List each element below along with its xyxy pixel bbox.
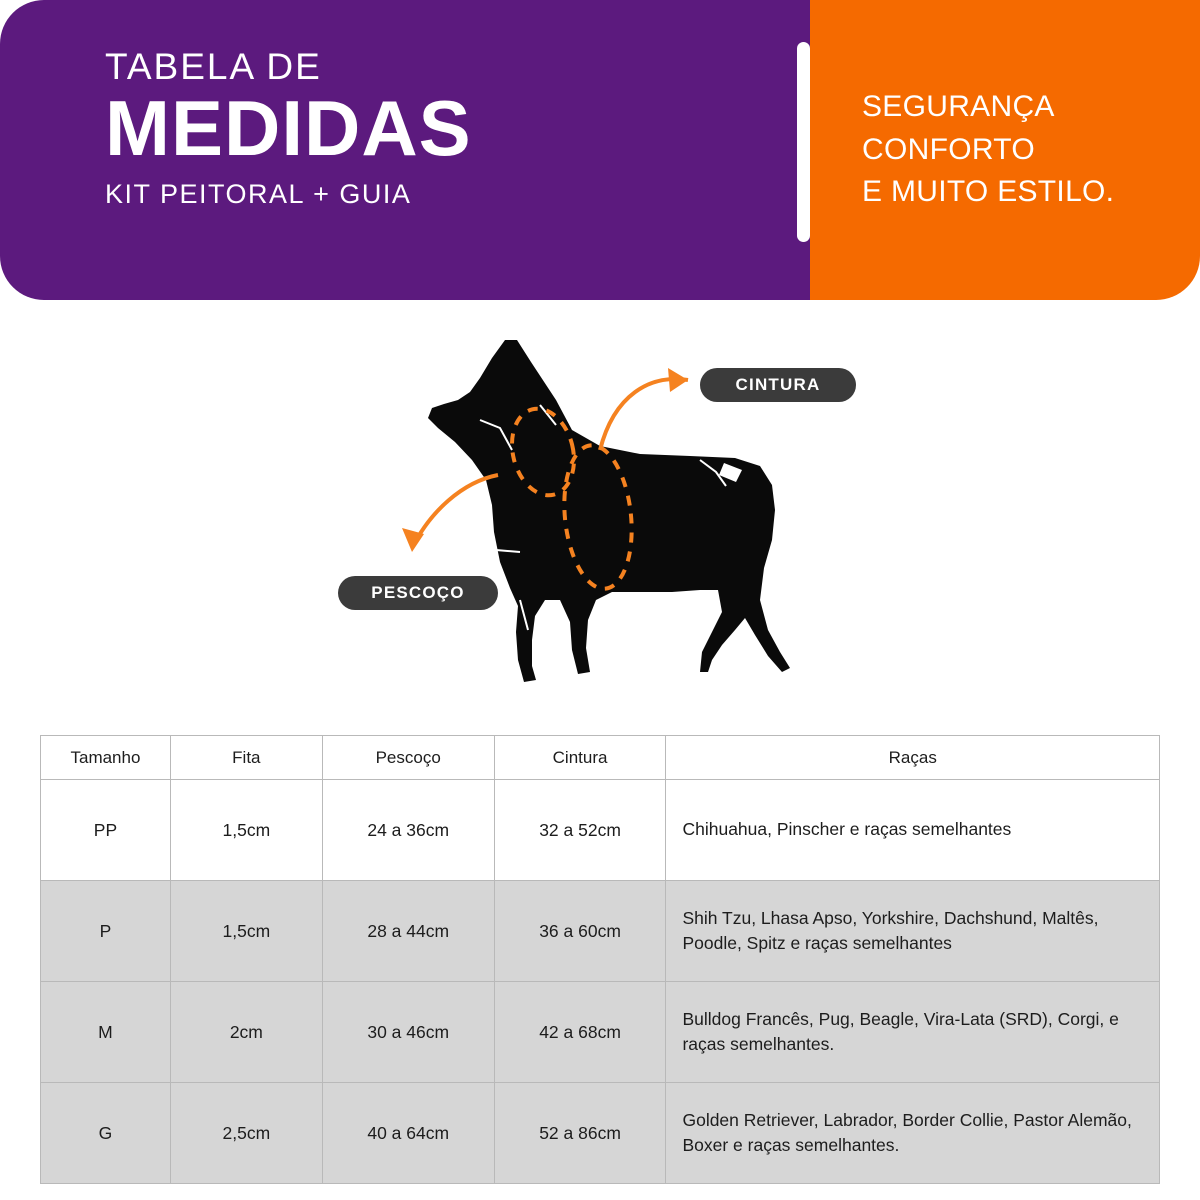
title-subtitle: KIT PEITORAL + GUIA xyxy=(105,178,412,209)
tagline-line-3: E MUITO ESTILO. xyxy=(862,175,1115,209)
cell-tamanho: G xyxy=(41,1083,171,1184)
waist-arrow-line xyxy=(600,379,688,450)
page-title xyxy=(105,48,472,210)
cell-fita: 1,5cm xyxy=(170,780,322,881)
col-header-pescoco: Pescoço xyxy=(322,736,494,780)
table-row xyxy=(41,1083,1160,1184)
cell-racas: Bulldog Francês, Pug, Beagle, Vira-Lata (SRD), Corgi, e raças semelhantes. xyxy=(666,982,1160,1083)
banner-corner-bottom-left xyxy=(0,256,44,300)
tagline-line-1: SEGURANÇA xyxy=(862,90,1055,123)
cell-racas: Shih Tzu, Lhasa Apso, Yorkshire, Dachshund, Maltês, Poodle, Spitz e raças semelhantes xyxy=(666,881,1160,982)
dog-illustration xyxy=(0,300,1200,735)
banner-corner-top-left xyxy=(0,0,44,44)
tagline-line-2: CONFORTO xyxy=(862,132,1035,166)
table-row xyxy=(41,780,1160,881)
cell-fita: 2cm xyxy=(170,982,322,1083)
waist-arrow-head-icon xyxy=(668,368,688,392)
badge-cintura: CINTURA xyxy=(700,368,856,402)
col-header-racas: Raças xyxy=(666,736,1160,780)
col-header-tamanho: Tamanho xyxy=(41,736,171,780)
table-header-row xyxy=(41,736,1160,780)
table-header xyxy=(41,736,1160,780)
title-line-1: TABELA DE xyxy=(105,46,322,87)
table-row xyxy=(41,982,1160,1083)
cell-tamanho: M xyxy=(41,982,171,1083)
measurements-table xyxy=(40,735,1160,1184)
neck-arrow-line xyxy=(412,475,498,548)
cell-pescoco: 40 a 64cm xyxy=(322,1083,494,1184)
header-tagline xyxy=(862,86,1114,214)
cell-pescoco: 30 a 46cm xyxy=(322,982,494,1083)
col-header-cintura: Cintura xyxy=(494,736,666,780)
cell-pescoco: 28 a 44cm xyxy=(322,881,494,982)
cell-fita: 1,5cm xyxy=(170,881,322,982)
cell-fita: 2,5cm xyxy=(170,1083,322,1184)
cell-cintura: 32 a 52cm xyxy=(494,780,666,881)
table-row xyxy=(41,881,1160,982)
cell-pescoco: 24 a 36cm xyxy=(322,780,494,881)
table-body xyxy=(41,780,1160,1184)
cell-cintura: 36 a 60cm xyxy=(494,881,666,982)
header-banner xyxy=(0,0,1200,300)
measurements-table-wrapper xyxy=(40,735,1160,1184)
title-line-2: MEDIDAS xyxy=(105,83,472,172)
cell-tamanho: PP xyxy=(41,780,171,881)
cell-cintura: 52 a 86cm xyxy=(494,1083,666,1184)
cell-cintura: 42 a 68cm xyxy=(494,982,666,1083)
badge-pescoco: PESCOÇO xyxy=(338,576,498,610)
cell-racas: Golden Retriever, Labrador, Border Collie, Pastor Alemão, Boxer e raças semelhantes. xyxy=(666,1083,1160,1184)
banner-corner-bottom-right xyxy=(1156,256,1200,300)
cell-tamanho: P xyxy=(41,881,171,982)
header-divider-bar xyxy=(797,42,810,242)
cell-racas: Chihuahua, Pinscher e raças semelhantes xyxy=(666,780,1160,881)
dog-diagram-svg xyxy=(0,300,1200,735)
col-header-fita: Fita xyxy=(170,736,322,780)
